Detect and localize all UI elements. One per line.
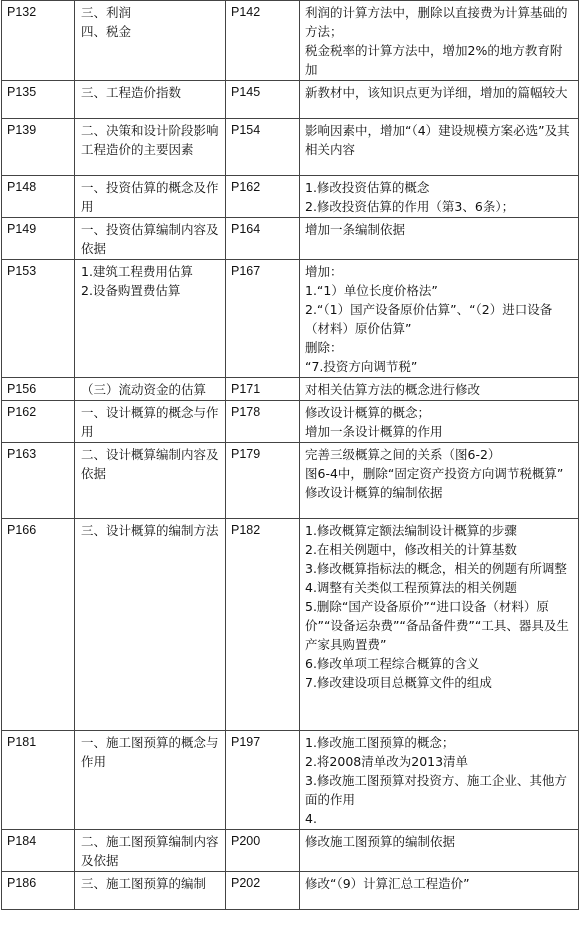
change-line: 增加： [305, 264, 343, 279]
change-line: 2.修改投资估算的作用（第3、6条）； [305, 199, 515, 214]
table-row [2, 519, 579, 731]
change-line: 新教材中，该知识点更为详细，增加的篇幅较大 [305, 85, 568, 100]
change-line: “7.投资方向调节税” [305, 359, 418, 374]
change-line: 完善三级概算之间的关系（图6-2） [305, 447, 501, 462]
old-page-cell: P166 [2, 519, 75, 731]
new-page-cell: P142 [226, 1, 300, 81]
old-page-cell: P132 [2, 1, 75, 81]
change-cell [300, 119, 579, 176]
old-page-cell: P153 [2, 260, 75, 378]
change-line: 2.在相关例题中，修改相关的计算基数 [305, 542, 517, 557]
change-line: 修改施工图预算的编制依据 [305, 834, 456, 849]
table-row [2, 731, 579, 830]
section-cell [75, 830, 226, 872]
section-line: 四、税金 [81, 24, 132, 39]
change-line: 2.将2008清单改为2013清单 [305, 754, 469, 769]
section-line: 二、决策和设计阶段影响工程造价的主要因素 [81, 123, 219, 157]
change-line: 利润的计算方法中，删除以直接费为计算基础的方法； [305, 5, 568, 39]
table-row [2, 872, 579, 910]
new-page-cell: P202 [226, 872, 300, 910]
new-page-cell: P200 [226, 830, 300, 872]
revision-table [1, 0, 579, 910]
change-line: 7.修改建设项目总概算文件的组成 [305, 675, 492, 690]
change-line: 对相关估算方法的概念进行修改 [305, 382, 481, 397]
table-row [2, 401, 579, 443]
revision-table-body [2, 1, 579, 910]
change-line: 6.修改单项工程综合概算的含义 [305, 656, 480, 671]
section-line: 三、设计概算的编制方法 [81, 523, 219, 538]
section-cell [75, 218, 226, 260]
old-page-cell: P184 [2, 830, 75, 872]
change-line: 修改设计概算的编制依据 [305, 485, 443, 500]
table-row [2, 176, 579, 218]
new-page-cell: P145 [226, 81, 300, 119]
section-cell [75, 519, 226, 731]
change-cell [300, 1, 579, 81]
old-page-cell: P163 [2, 443, 75, 519]
table-row [2, 830, 579, 872]
change-line: 修改“（9）计算汇总工程造价” [305, 876, 470, 891]
section-cell [75, 872, 226, 910]
new-page-cell: P197 [226, 731, 300, 830]
section-cell [75, 260, 226, 378]
change-line: 1.修改投资估算的概念 [305, 180, 430, 195]
section-line: 三、利润 [81, 5, 132, 20]
new-page-cell: P179 [226, 443, 300, 519]
section-line: 三、工程造价指数 [81, 85, 182, 100]
change-cell [300, 401, 579, 443]
new-page-cell: P171 [226, 378, 300, 401]
section-line: 1.建筑工程费用估算 [81, 264, 193, 279]
change-line: 1.“1）单位长度价格法” [305, 283, 438, 298]
table-row [2, 443, 579, 519]
change-line: 3.修改施工图预算对投资方、施工企业、其他方面的作用 [305, 773, 567, 807]
change-cell [300, 218, 579, 260]
change-line: 税金税率的计算方法中，增加2%的地方教育附加 [305, 43, 563, 77]
section-line: 二、施工图预算编制内容及依据 [81, 834, 219, 868]
section-line: 一、投资估算的概念及作用 [81, 180, 219, 214]
table-row [2, 218, 579, 260]
change-line: 4. [305, 811, 317, 826]
old-page-cell: P135 [2, 81, 75, 119]
change-cell [300, 260, 579, 378]
new-page-cell: P182 [226, 519, 300, 731]
section-cell [75, 731, 226, 830]
old-page-cell: P162 [2, 401, 75, 443]
change-line: 3.修改概算指标法的概念，相关的例题有所调整 [305, 561, 567, 576]
table-row [2, 1, 579, 81]
change-cell [300, 872, 579, 910]
change-line: 4.调整有关类似工程预算法的相关例题 [305, 580, 517, 595]
section-cell [75, 378, 226, 401]
change-line: 删除： [305, 340, 343, 355]
section-line: 一、投资估算编制内容及依据 [81, 222, 219, 256]
section-cell [75, 443, 226, 519]
change-line: 修改设计概算的概念； [305, 405, 431, 420]
change-cell [300, 176, 579, 218]
change-line: 影响因素中，增加“（4）建设规模方案必选”及其相关内容 [305, 123, 570, 157]
table-row [2, 260, 579, 378]
change-cell [300, 830, 579, 872]
old-page-cell: P181 [2, 731, 75, 830]
section-cell [75, 1, 226, 81]
change-line: 图6-4中，删除“固定资产投资方向调节税概算” [305, 466, 564, 481]
old-page-cell: P186 [2, 872, 75, 910]
old-page-cell: P149 [2, 218, 75, 260]
section-line: 三、施工图预算的编制 [81, 876, 207, 891]
change-line: 增加一条设计概算的作用 [305, 424, 443, 439]
section-line: 二、设计概算编制内容及依据 [81, 447, 219, 481]
change-line: 1.修改施工图预算的概念； [305, 735, 455, 750]
change-cell [300, 519, 579, 731]
table-row [2, 81, 579, 119]
section-line: 2.设备购置费估算 [81, 283, 181, 298]
change-line: 2.“（1）国产设备原价估算”、“（2）进口设备（材料）原价估算” [305, 302, 553, 336]
section-cell [75, 81, 226, 119]
section-cell [75, 401, 226, 443]
new-page-cell: P162 [226, 176, 300, 218]
old-page-cell: P148 [2, 176, 75, 218]
section-line: 一、施工图预算的概念与作用 [81, 735, 219, 769]
change-cell [300, 731, 579, 830]
change-line: 5.删除“国产设备原价”“进口设备（材料）原价”“设备运杂费”“备品备件费”“工具、器具及生产家具购置费” [305, 599, 569, 652]
section-line: 一、设计概算的概念与作用 [81, 405, 219, 439]
new-page-cell: P154 [226, 119, 300, 176]
new-page-cell: P167 [226, 260, 300, 378]
change-line: 1.修改概算定额法编制设计概算的步骤 [305, 523, 517, 538]
old-page-cell: P156 [2, 378, 75, 401]
new-page-cell: P178 [226, 401, 300, 443]
table-row [2, 378, 579, 401]
section-cell [75, 176, 226, 218]
section-line: （三）流动资金的估算 [81, 382, 207, 397]
section-cell [75, 119, 226, 176]
change-cell [300, 443, 579, 519]
table-row [2, 119, 579, 176]
new-page-cell: P164 [226, 218, 300, 260]
change-cell [300, 378, 579, 401]
old-page-cell: P139 [2, 119, 75, 176]
change-line: 增加一条编制依据 [305, 222, 406, 237]
change-cell [300, 81, 579, 119]
